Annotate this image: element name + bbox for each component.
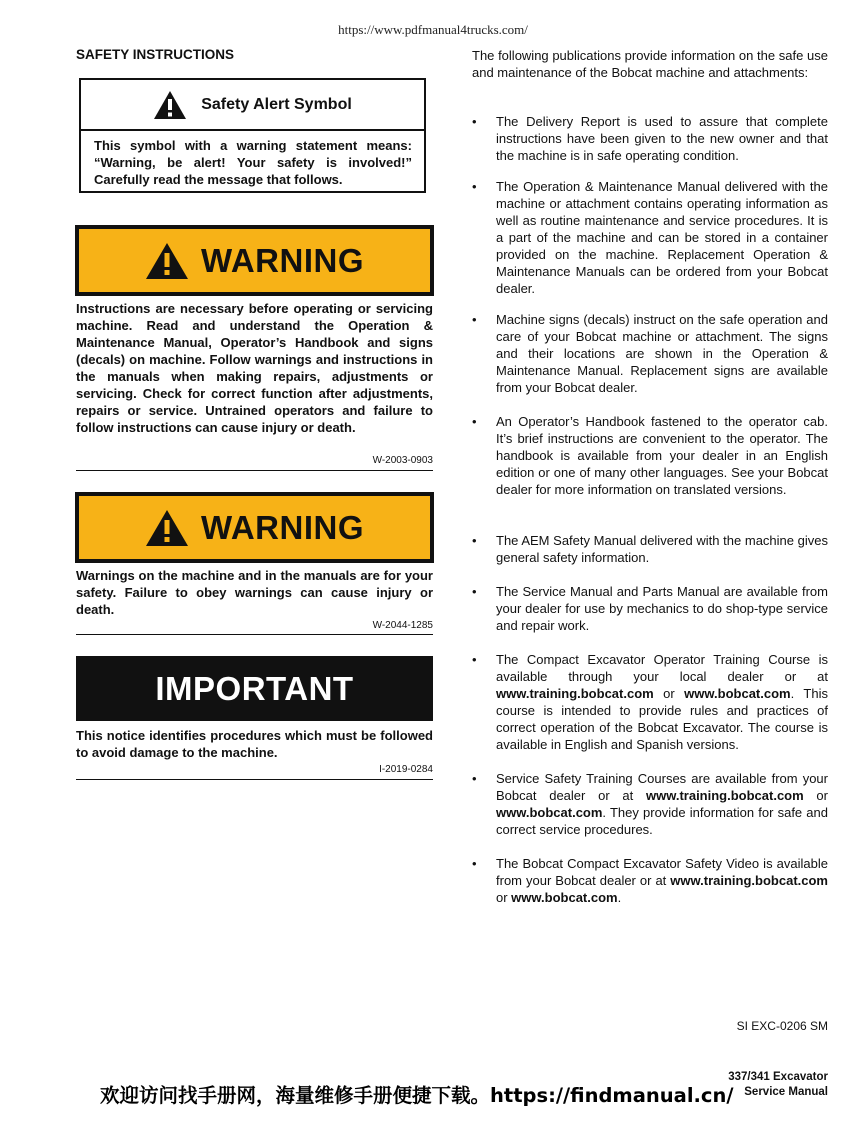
list-item: • The Operation & Maintenance Manual delivered with the machine or attachment contains operating information as well as routine maintenance and service procedures. It is a part of the machine and can be stored in a container provided on the machine. Replacement Operation & Maintenance Manuals can be ordered from your Bobcat dealer. [472,179,828,296]
important-text: This notice identifies procedures which must be followed to avoid damage to the machine. [76,728,433,760]
bullet-icon: • [472,533,477,548]
bobcat-link[interactable]: www.bobcat.com [496,805,603,820]
publications-intro: The following publications provide information on the safe use and maintenance of the Bobcat machine and attachments: [472,48,828,80]
important-label: IMPORTANT [155,669,354,707]
list-item: • Service Safety Training Courses are available from your Bobcat dealer or at www.training.bobcat.com or www.bobcat.com. They provide information for safe and correct service procedures. [472,771,828,837]
bullet-icon: • [472,856,477,871]
divider [76,470,433,471]
warning-text-1: Instructions are necessary before operating or servicing machine. Read and understand the Operation & Maintenance Manual, Operator’s Handbook and signs (decals) on machine. Follow warnings and instructions in the manuals when making repairs, adjustments or servicing. Check for correct function after adjustments, repairs or service. Untrained operators and failure to follow instructions can cause injury or death. [76,301,433,435]
warning-code-2: W-2044-1285 [372,620,433,631]
bullet-icon: • [472,771,477,786]
section-title: SAFETY INSTRUCTIONS [76,47,235,62]
warning-triangle-icon [145,242,189,280]
list-item: • The Service Manual and Parts Manual are available from your dealer for use by mechanics to do shop-type service and repair work. [472,584,828,633]
bullet-icon: • [472,652,477,667]
bullet-icon: • [472,179,477,194]
divider [76,634,433,635]
warning-banner-2 [76,493,433,562]
safety-alert-text: This symbol with a warning statement means: “Warning, be alert! Your safety is involved!” Carefully read the message that follows. [94,138,412,187]
training-link[interactable]: www.training.bobcat.com [496,686,654,701]
list-item: • The AEM Safety Manual delivered with the machine gives general safety information. [472,533,828,565]
bobcat-link[interactable]: www.bobcat.com [684,686,791,701]
bullet-icon: • [472,584,477,599]
warning-code-1: W-2003-0903 [372,455,433,466]
list-item: • The Compact Excavator Operator Training Course is available through your local dealer or at www.training.bobcat.com or www.bobcat.com. This course is intended to provide rules and practices of correct operation of the Bobcat Excavator. The course is available in English and Spanish versions. [472,652,828,752]
list-item: • An Operator’s Handbook fastened to the operator cab. It’s brief instructions are convenient to the operator. The handbook is available from your dealer in an English edition or one of many other languages. See your Bobcat dealer for more information on translated versions. [472,414,828,497]
important-banner [76,656,433,721]
safety-alert-header [81,80,424,131]
training-link[interactable]: www.training.bobcat.com [645,788,804,803]
list-item: • The Delivery Report is used to assure that complete instructions have been given to the new owner and that the machine is in safe operating condition. [472,114,828,163]
footer-manual-title: Service Manual [744,1086,828,1098]
important-code: I-2019-0284 [379,764,433,775]
footer-watermark-banner[interactable]: 欢迎访问找手册网，海量维修手册便捷下载。https://findmanual.cn/ [100,1084,734,1107]
warning-label: WARNING [201,241,364,279]
header-url[interactable]: https://www.pdfmanual4trucks.com/ [338,22,528,37]
document-code: SI EXC-0206 SM [736,1019,828,1033]
bullet-icon: • [472,414,477,429]
training-link[interactable]: www.training.bobcat.com [670,873,828,888]
footer-model: 337/341 Excavator [728,1071,828,1083]
bobcat-link[interactable]: www.bobcat.com [511,890,618,905]
bullet-icon: • [472,114,477,129]
divider [76,779,433,780]
warning-label: WARNING [201,508,364,546]
bullet-icon: • [472,312,477,327]
warning-banner-1 [76,226,433,295]
list-item: • Machine signs (decals) instruct on the safe operation and care of your Bobcat machine or attachment. The signs and their locations are shown in the Operation & Maintenance Manual. Replacement signs are available from your Bobcat dealer. [472,312,828,395]
safety-alert-box [79,78,426,193]
warning-triangle-icon [153,90,187,120]
list-item: • The Bobcat Compact Excavator Safety Video is available from your Bobcat dealer or at www.training.bobcat.com or www.bobcat.com. [472,856,828,905]
warning-triangle-icon [145,509,189,547]
warning-text-2: Warnings on the machine and in the manuals are for your safety. Failure to obey warnings can cause injury or death. [76,568,433,617]
safety-alert-title: Safety Alert Symbol [201,95,352,113]
